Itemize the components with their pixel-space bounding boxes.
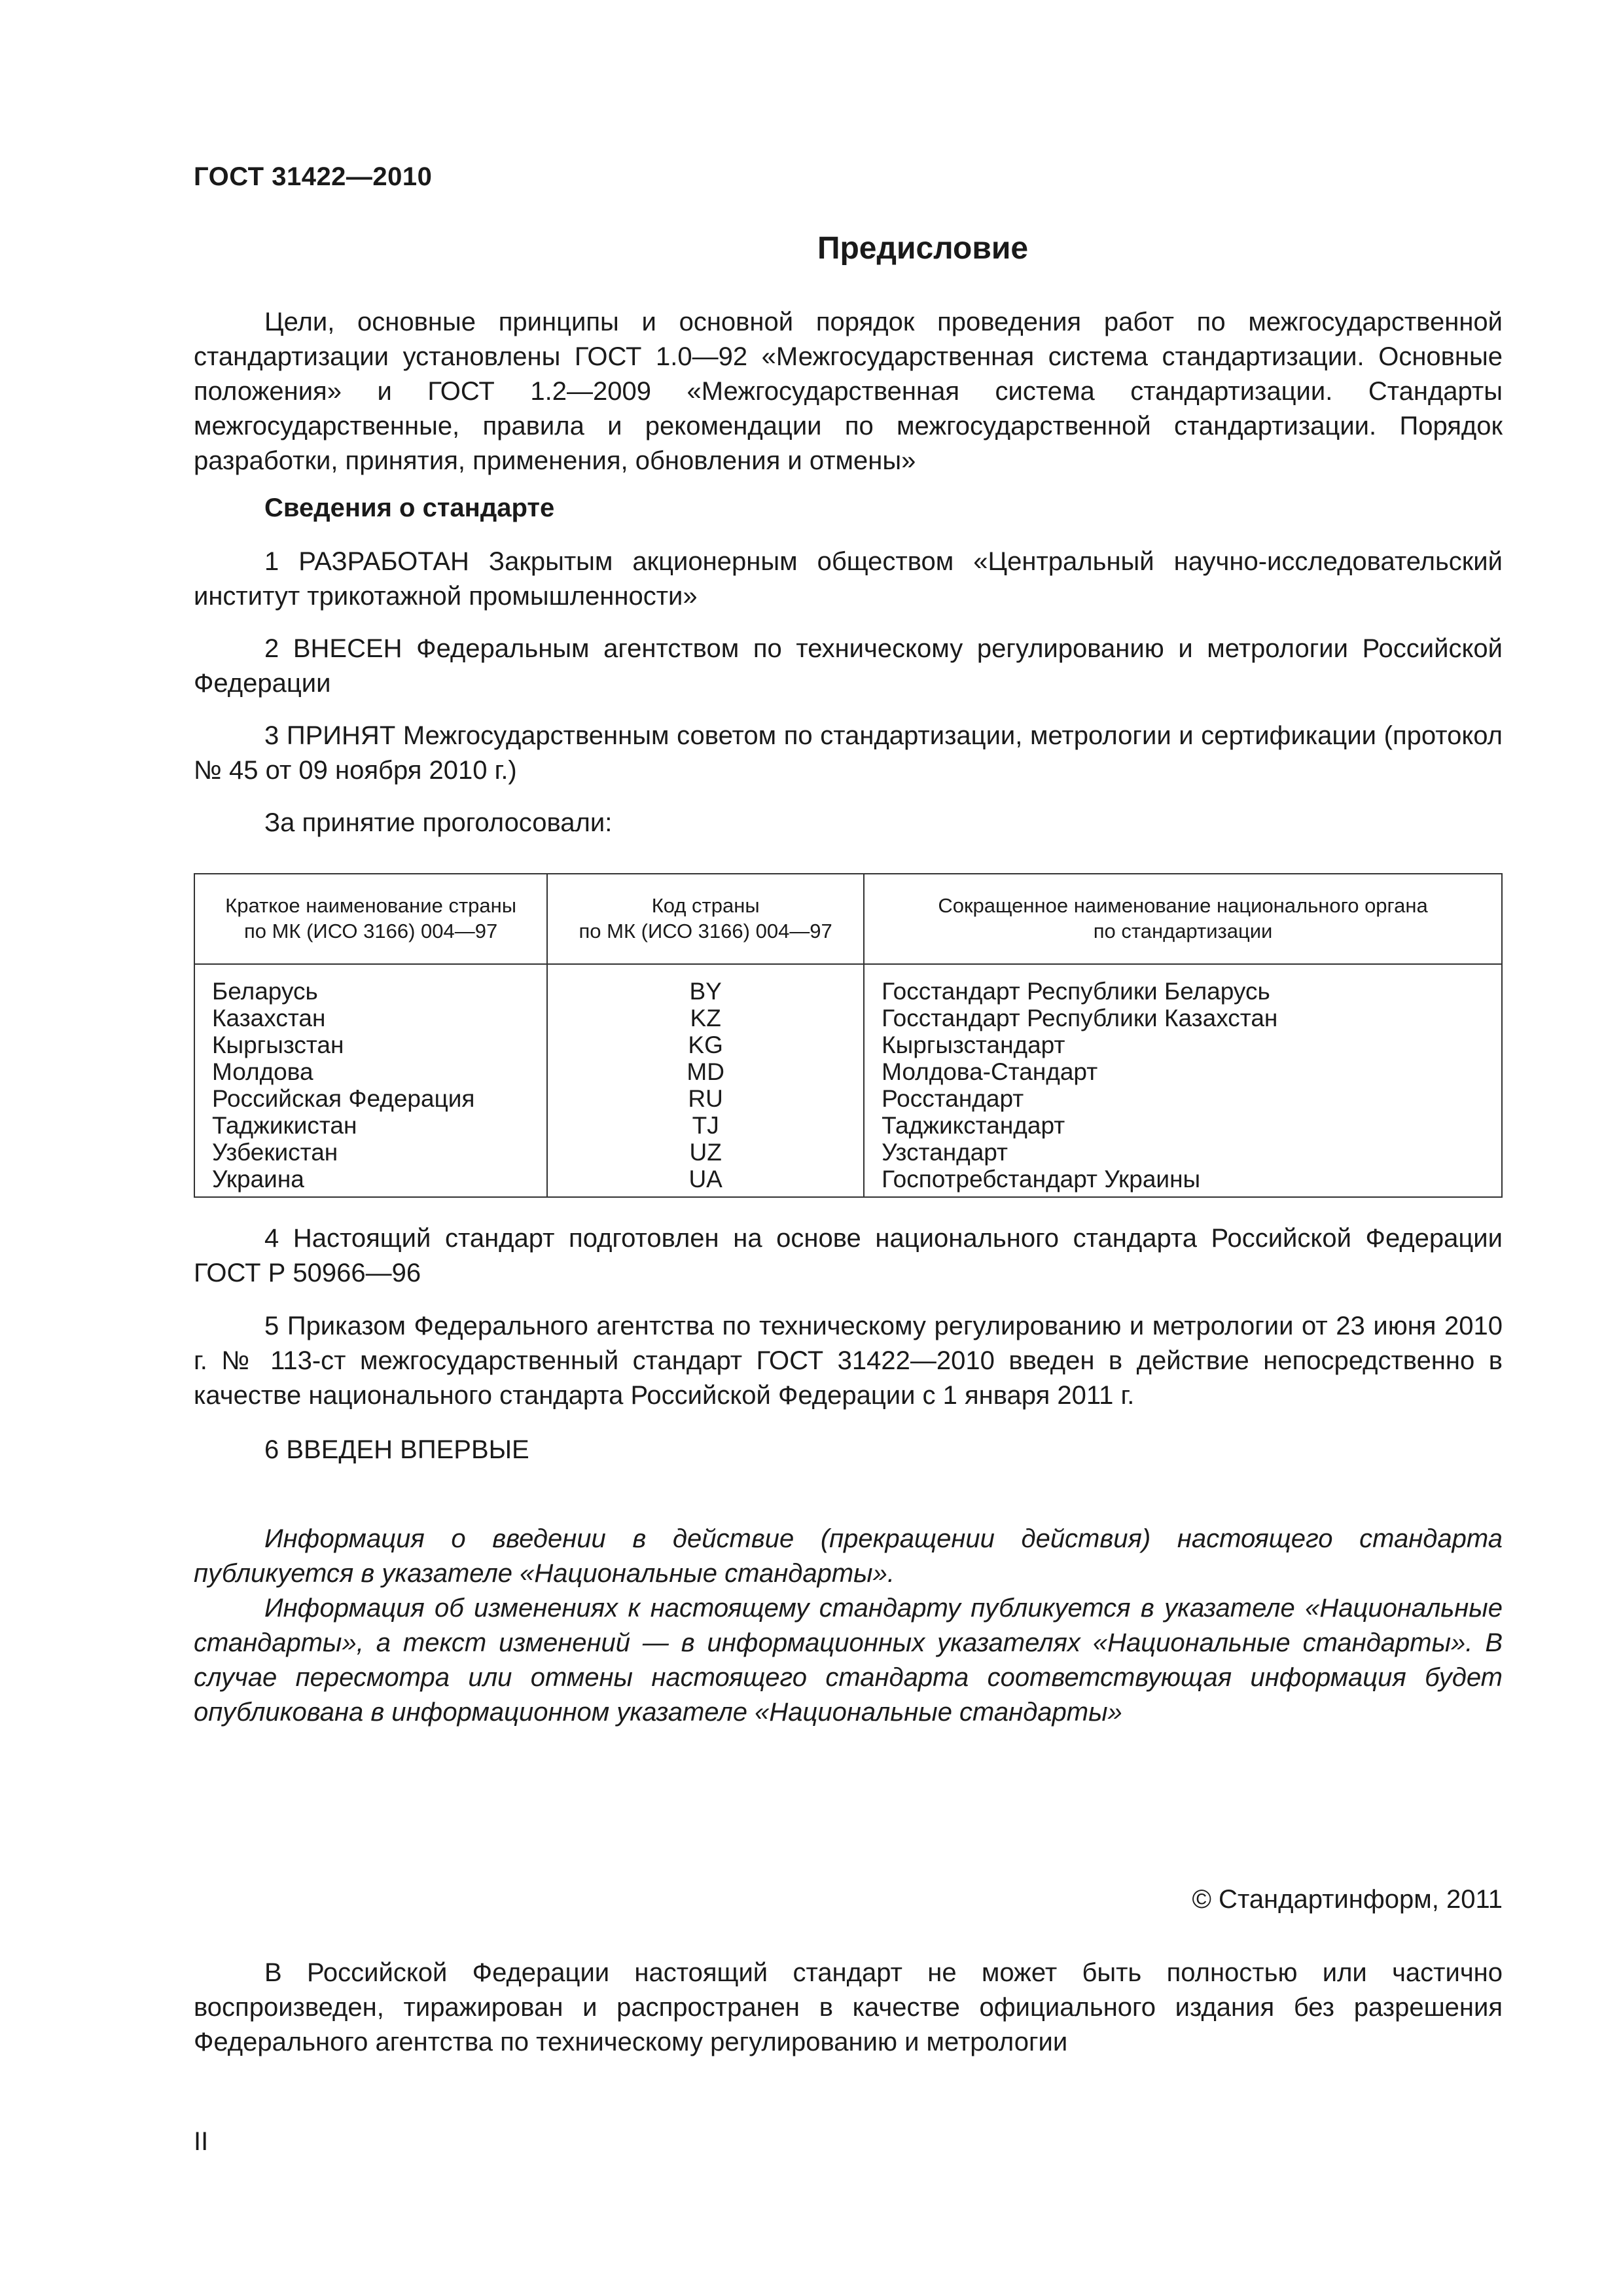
page-number: II [194, 2127, 209, 2156]
body-cell: Госстандарт Республики Казахстан [864, 1005, 1502, 1031]
item-1 [194, 545, 1503, 614]
item-1-text: 1 РАЗРАБОТАН Закрытым акционерным обществом «Центральный научно-исследовательский институт трикотажной промышленности» [194, 547, 1503, 611]
code-cell: UZ [547, 1139, 864, 1166]
header-code-line1: Код страны [651, 894, 760, 917]
country-cell: Украина [194, 1166, 547, 1197]
header-country-line1: Краткое наименование страны [225, 894, 517, 917]
table-row [194, 1166, 1502, 1197]
body-cell: Узстандарт [864, 1139, 1502, 1166]
code-cell: MD [547, 1058, 864, 1085]
country-cell: Кыргызстан [194, 1031, 547, 1058]
body-cell: Госстандарт Республики Беларусь [864, 964, 1502, 1005]
intro-text: Цели, основные принципы и основной порядок проведения работ по межгосударственной стандартизации установлены ГОСТ 1.0—92 «Межгосударственная система стандартизации. Основные положения» и ГОСТ 1.2—2009 «Межгосударственная система стандартизации. Стандарты межгосударственные, правила и рекомендации по межгосударственной стандартизации. Порядок разработки, принятия, применения, обновления и отмены» [194, 308, 1503, 475]
header-body [864, 874, 1502, 964]
country-cell: Таджикистан [194, 1112, 547, 1139]
item-6-text: 6 ВВЕДЕН ВПЕРВЫЕ [264, 1435, 529, 1464]
code-cell: BY [547, 964, 864, 1005]
header-body-line1: Сокращенное наименование национального органа [938, 894, 1428, 917]
legal-notice-text: В Российской Федерации настоящий стандарт не может быть полностью или частично воспроизведен, тиражирован и распространен в качестве официального издания без разрешения Федерального агентства по техническому регулированию и метрологии [194, 1958, 1503, 2056]
info-heading-block [194, 491, 1503, 526]
item-5-text: 5 Приказом Федерального агентства по техническому регулированию и метрологии от 23 июня 2010 г. № 113-ст межгосударственный стандарт ГОСТ 31422—2010 введен в действие непосредственно в качестве национального стандарта Российской Федерации с 1 января 2011 г. [194, 1312, 1503, 1410]
copyright: © Стандартинформ, 2011 [1192, 1885, 1503, 1914]
header-body-line2: по стандартизации [1093, 920, 1273, 942]
table-row [194, 1139, 1502, 1166]
table-row [194, 1031, 1502, 1058]
item-5 [194, 1309, 1503, 1413]
table-row [194, 964, 1502, 1005]
item-3-text: 3 ПРИНЯТ Межгосударственным советом по стандартизации, метрологии и сертификации (протокол № 45 от 09 ноября 2010 г.) [194, 721, 1503, 785]
table-header-row [194, 874, 1502, 964]
document-code: ГОСТ 31422—2010 [194, 162, 433, 191]
notes-block [194, 1522, 1503, 1730]
header-country-line2: по МК (ИСО 3166) 004—97 [243, 920, 498, 942]
voted-text: За принятие проголосовали: [264, 808, 613, 837]
code-cell: TJ [547, 1112, 864, 1139]
country-cell: Беларусь [194, 964, 547, 1005]
item-4-text: 4 Настоящий стандарт подготовлен на основе национального стандарта Российской Федерации ГОСТ Р 50966—96 [194, 1224, 1503, 1287]
body-cell: Росстандарт [864, 1085, 1502, 1112]
body-cell: Госпотребстандарт Украины [864, 1166, 1502, 1197]
item-2 [194, 632, 1503, 701]
code-cell: UA [547, 1166, 864, 1197]
note-2-text: Информация об изменениях к настоящему стандарту публикуется в указателе «Национальные стандарты», а текст изменений — в информационных указателях «Национальные стандарты». В случае пересмотра или отмены настоящего стандарта соответствующая информация будет опубликована в информационном указателе «Национальные стандарты» [194, 1594, 1503, 1727]
note-1-text: Информация о введении в действие (прекращении действия) настоящего стандарта публикуется в указателе «Национальные стандарты». [194, 1524, 1503, 1588]
header-code [547, 874, 864, 964]
intro-paragraph [194, 305, 1503, 478]
body-cell: Молдова-Стандарт [864, 1058, 1502, 1085]
info-heading: Сведения о стандарте [264, 493, 555, 522]
code-cell: KZ [547, 1005, 864, 1031]
country-cell: Молдова [194, 1058, 547, 1085]
item-4 [194, 1221, 1503, 1291]
country-cell: Российская Федерация [194, 1085, 547, 1112]
voted-block [194, 806, 1503, 840]
header-code-line2: по МК (ИСО 3166) 004—97 [579, 920, 832, 942]
table-row [194, 1112, 1502, 1139]
code-cell: KG [547, 1031, 864, 1058]
table-row [194, 1058, 1502, 1085]
page-title: Предисловие [817, 231, 1029, 266]
code-cell: RU [547, 1085, 864, 1112]
item-2-text: 2 ВНЕСЕН Федеральным агентством по техническому регулированию и метрологии Российской Федерации [194, 634, 1503, 698]
item-6 [194, 1433, 1503, 1467]
country-cell: Узбекистан [194, 1139, 547, 1166]
item-3 [194, 719, 1503, 788]
table-row [194, 1005, 1502, 1031]
legal-notice [194, 1956, 1503, 2060]
member-states-table [194, 873, 1503, 1198]
body-cell: Таджикстандарт [864, 1112, 1502, 1139]
country-cell: Казахстан [194, 1005, 547, 1031]
header-country [194, 874, 547, 964]
body-cell: Кыргызстандарт [864, 1031, 1502, 1058]
table-row [194, 1085, 1502, 1112]
